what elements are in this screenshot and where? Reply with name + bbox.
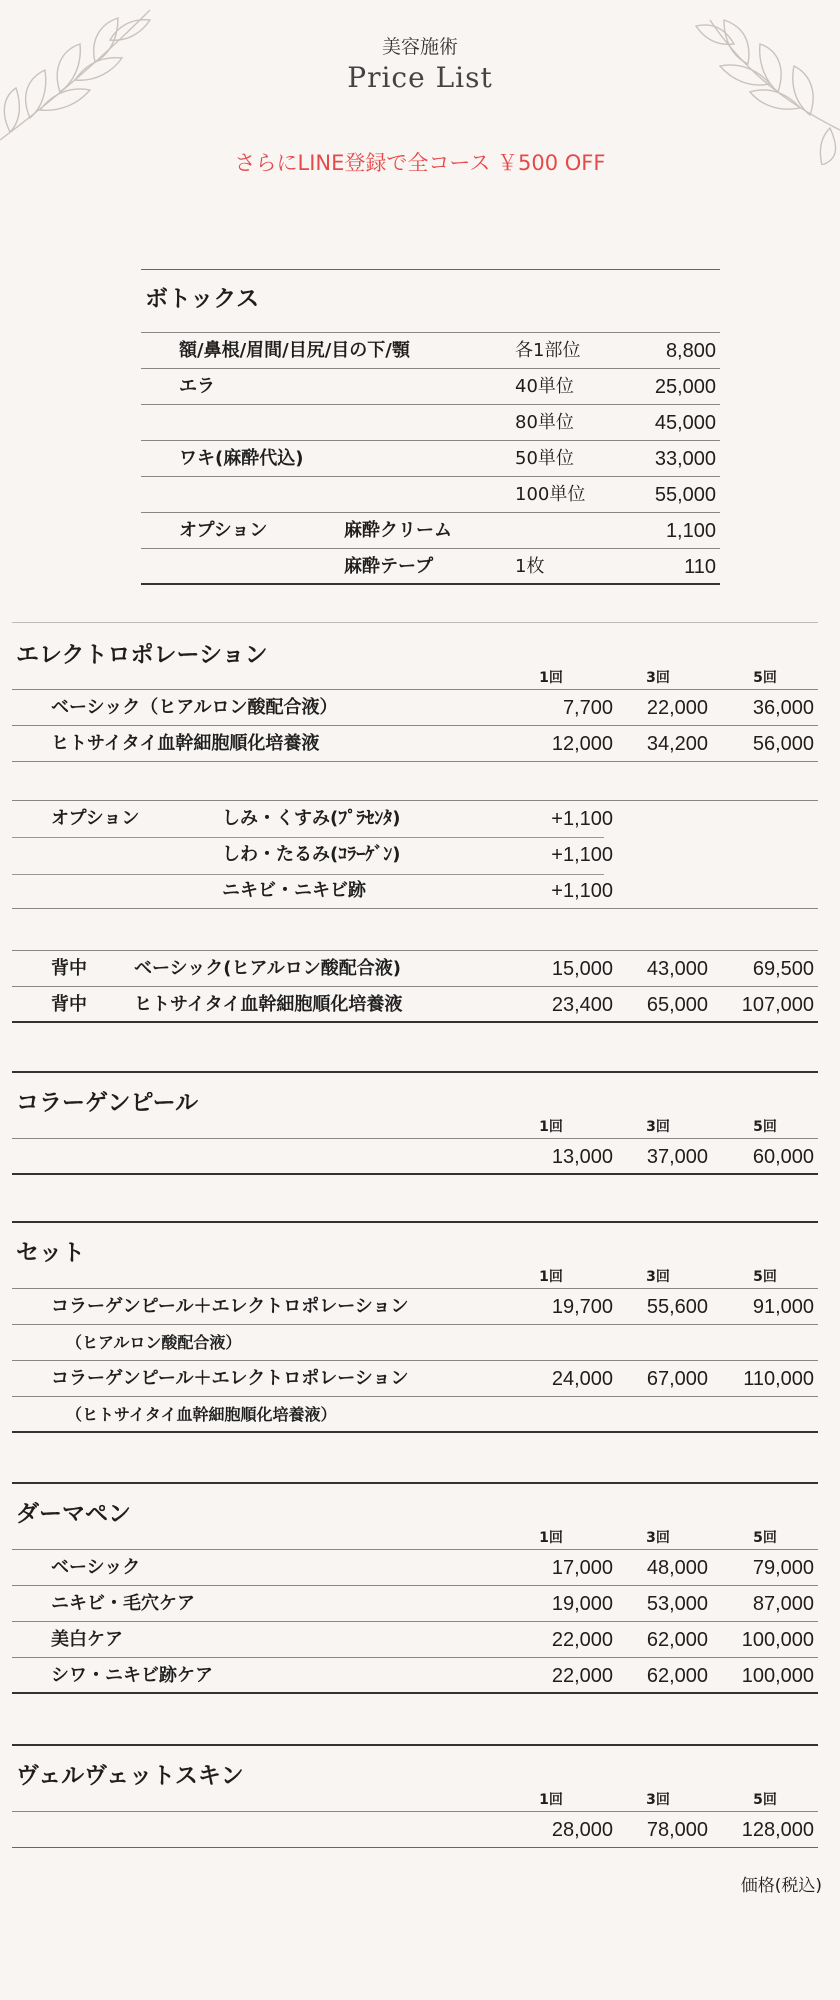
- price-3x: 48,000: [646, 1557, 708, 1579]
- table-row: [12, 837, 818, 873]
- option-name: ニキビ・ニキビ跡: [222, 880, 366, 901]
- table-row: [12, 1361, 818, 1397]
- price-3x: 53,000: [646, 1593, 708, 1615]
- col-head-5: 5回: [753, 1530, 777, 1546]
- price-3x: 62,000: [646, 1629, 708, 1651]
- item-name: シワ・ニキビ跡ケア: [51, 1665, 213, 1686]
- price-1x: 17,000: [551, 1557, 613, 1579]
- electro-title: エレクトロポレーション: [16, 642, 268, 668]
- price-3x: 65,000: [646, 994, 708, 1016]
- price-3x: 22,000: [646, 697, 708, 719]
- item-name: オプション: [179, 520, 268, 541]
- table-row: [12, 873, 818, 909]
- item-name: ヒトサイタイ血幹細胞順化培養液: [134, 994, 403, 1015]
- section-divider: [12, 1482, 818, 1484]
- col-head-3: 3回: [646, 1269, 670, 1285]
- electro-options-table: [12, 800, 818, 909]
- section-divider: [12, 1071, 818, 1073]
- velvet-title: ヴェルヴェットスキン: [16, 1763, 244, 1789]
- collagen-title: コラーゲンピール: [16, 1090, 199, 1116]
- price-3x: 43,000: [646, 958, 708, 980]
- option-name: しわ・たるみ(ｺﾗｰｹﾞﾝ): [222, 844, 401, 865]
- col-head-3: 3回: [646, 1792, 670, 1808]
- botox-title: ボトックス: [145, 286, 260, 312]
- price-1x: 24,000: [551, 1368, 613, 1390]
- item-price: 25,000: [654, 376, 716, 398]
- table-row: [12, 1550, 818, 1586]
- item-name: ヒトサイタイ血幹細胞順化培養液: [51, 733, 320, 754]
- price-1x: 19,700: [551, 1296, 613, 1318]
- item-price: 45,000: [654, 412, 716, 434]
- item-unit: 100単位: [515, 484, 586, 505]
- col-head-1: 1回: [539, 1792, 563, 1808]
- col-head-5: 5回: [753, 1269, 777, 1285]
- electro-back-table: [12, 950, 818, 1023]
- price-3x: 67,000: [646, 1368, 708, 1390]
- table-row: [12, 1586, 818, 1622]
- item-unit: 80単位: [515, 412, 574, 433]
- item-name: エラ: [179, 376, 215, 397]
- velvet-table: [12, 1811, 818, 1848]
- table-row: [141, 441, 720, 477]
- col-head-1: 1回: [539, 670, 563, 686]
- tax-note: 価格(税込): [740, 1876, 822, 1896]
- back-label: 背中: [51, 994, 87, 1015]
- price-5x: 87,000: [752, 1593, 814, 1615]
- col-head-3: 3回: [646, 1119, 670, 1135]
- item-unit: 50単位: [515, 448, 574, 469]
- col-head-1: 1回: [539, 1269, 563, 1285]
- item-price: 33,000: [654, 448, 716, 470]
- set-table: [12, 1288, 818, 1433]
- item-name: ニキビ・毛穴ケア: [51, 1593, 195, 1614]
- item-name: ベーシック（ヒアルロン酸配合液）: [51, 697, 338, 718]
- page-header: [0, 32, 840, 94]
- table-row: [141, 477, 720, 513]
- table-row: [12, 1658, 818, 1694]
- table-row: [12, 1397, 818, 1433]
- item-price: 55,000: [654, 484, 716, 506]
- collagen-table: [12, 1138, 818, 1175]
- item-unit: 各1部位: [515, 340, 581, 361]
- table-row: [12, 1289, 818, 1325]
- price-5x: 60,000: [752, 1146, 814, 1168]
- table-row: [12, 1812, 818, 1848]
- botox-table: [141, 332, 720, 585]
- col-head-1: 1回: [539, 1119, 563, 1135]
- item-note: （ヒアルロン酸配合液）: [66, 1333, 242, 1352]
- item-unit: 1枚: [515, 556, 545, 577]
- item-subname: 麻酔テープ: [344, 556, 434, 577]
- item-name: コラーゲンピール＋エレクトロポレーション: [51, 1368, 409, 1389]
- col-head-3: 3回: [646, 670, 670, 686]
- table-row: [141, 513, 720, 549]
- price-5x: 110,000: [743, 1368, 814, 1390]
- table-row: [141, 369, 720, 405]
- table-row: [12, 1139, 818, 1175]
- table-row: [12, 1325, 818, 1361]
- price-5x: 100,000: [741, 1629, 814, 1651]
- item-name: ワキ(麻酔代込): [179, 448, 304, 469]
- item-note: （ヒトサイタイ血幹細胞順化培養液）: [66, 1405, 337, 1424]
- table-row: [12, 801, 818, 837]
- item-name: 額/鼻根/眉間/目尻/目の下/顎: [179, 340, 410, 361]
- line-promo-banner: さらにLINE登録で全コース ￥500 OFF: [234, 151, 606, 175]
- item-name: 美白ケア: [51, 1629, 123, 1650]
- table-row: [12, 951, 818, 987]
- item-price: 8,800: [665, 340, 716, 362]
- section-divider: [12, 622, 818, 623]
- price-1x: 12,000: [551, 733, 613, 755]
- option-name: しみ・くすみ(ﾌﾟﾗｾﾝﾀ): [222, 808, 401, 829]
- electro-table: [12, 689, 818, 762]
- item-price: 110: [684, 556, 716, 578]
- price-5x: 56,000: [752, 733, 814, 755]
- derma-title: ダーマペン: [16, 1501, 131, 1527]
- option-price: +1,100: [551, 844, 613, 866]
- price-1x: 23,400: [551, 994, 613, 1016]
- item-unit: 40単位: [515, 376, 574, 397]
- option-price: +1,100: [551, 880, 613, 902]
- price-1x: 19,000: [551, 1593, 613, 1615]
- price-5x: 107,000: [741, 994, 814, 1016]
- col-head-1: 1回: [539, 1530, 563, 1546]
- price-5x: 100,000: [741, 1665, 814, 1687]
- page-title: Price List: [347, 61, 493, 94]
- table-row: [12, 726, 818, 762]
- set-title: セット: [16, 1240, 85, 1266]
- price-1x: 22,000: [551, 1665, 613, 1687]
- col-head-5: 5回: [753, 670, 777, 686]
- table-row: [141, 549, 720, 585]
- price-1x: 15,000: [551, 958, 613, 980]
- price-1x: 22,000: [551, 1629, 613, 1651]
- page-subtitle: 美容施術: [381, 36, 458, 58]
- price-5x: 128,000: [741, 1819, 814, 1841]
- table-row: [141, 333, 720, 369]
- price-1x: 13,000: [551, 1146, 613, 1168]
- col-head-5: 5回: [753, 1792, 777, 1808]
- item-name: ベーシック(ヒアルロン酸配合液): [134, 958, 402, 979]
- price-3x: 55,600: [646, 1296, 708, 1318]
- price-3x: 34,200: [646, 733, 708, 755]
- price-5x: 69,500: [752, 958, 814, 980]
- price-3x: 37,000: [646, 1146, 708, 1168]
- price-5x: 79,000: [752, 1557, 814, 1579]
- option-label: オプション: [51, 808, 140, 829]
- price-1x: 28,000: [551, 1819, 613, 1841]
- price-3x: 78,000: [646, 1819, 708, 1841]
- section-divider: [12, 1221, 818, 1223]
- table-row: [12, 987, 818, 1023]
- botox-top-rule: [141, 269, 720, 270]
- table-row: [141, 405, 720, 441]
- col-head-3: 3回: [646, 1530, 670, 1546]
- item-name: コラーゲンピール＋エレクトロポレーション: [51, 1296, 409, 1317]
- table-row: [12, 690, 818, 726]
- price-5x: 91,000: [752, 1296, 814, 1318]
- price-5x: 36,000: [752, 697, 814, 719]
- table-row: [12, 1622, 818, 1658]
- price-3x: 62,000: [646, 1665, 708, 1687]
- item-name: ベーシック: [51, 1557, 141, 1578]
- derma-table: [12, 1549, 818, 1694]
- option-price: +1,100: [551, 808, 613, 830]
- price-1x: 7,700: [562, 697, 613, 719]
- item-subname: 麻酔クリーム: [344, 520, 452, 541]
- back-label: 背中: [51, 958, 87, 979]
- item-price: 1,100: [665, 520, 716, 542]
- section-divider: [12, 1744, 818, 1746]
- col-head-5: 5回: [753, 1119, 777, 1135]
